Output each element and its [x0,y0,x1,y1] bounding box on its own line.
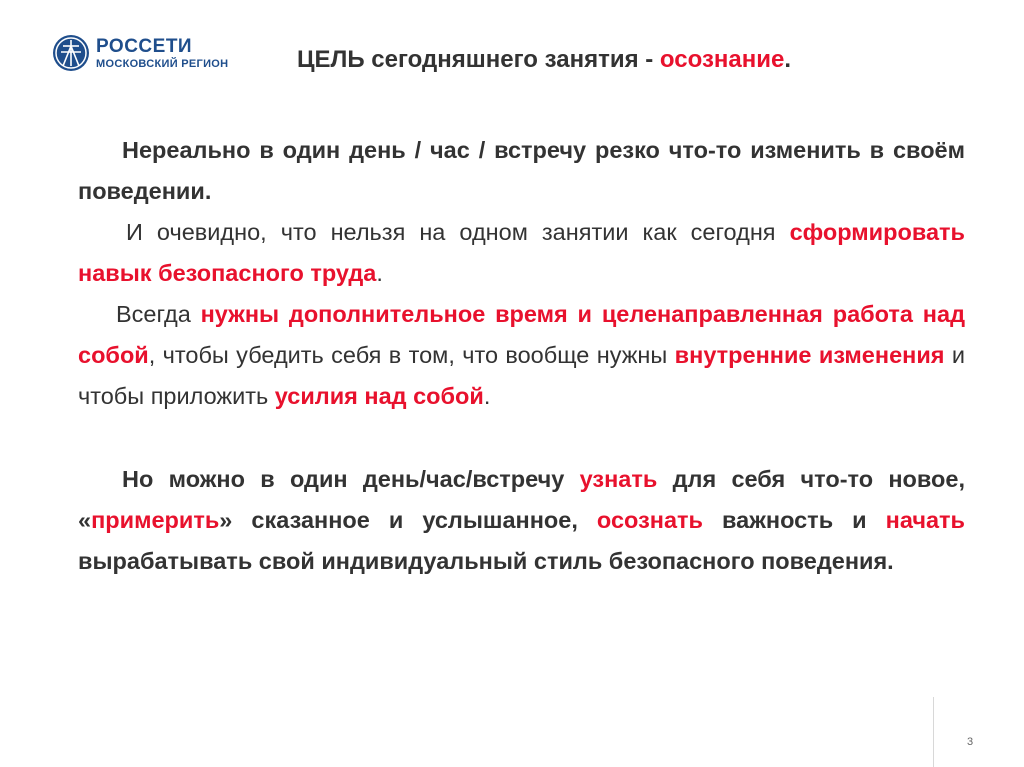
page-number: 3 [967,736,974,748]
p4-highlight-4: начать [885,507,966,533]
title-end: . [784,46,791,73]
p3-highlight-3: усилия над собой [274,383,484,409]
p4-text-e: » сказанное и услышанное, [219,507,597,533]
p3-highlight-1: нужны дополнительное время и целенаправленная работа над собой [78,301,965,368]
p3-highlight-2: внутренние изменения [674,342,945,368]
rosseti-emblem-icon [52,34,90,72]
p4-highlight-3: осознать [596,507,703,533]
paragraph-2 [78,212,965,294]
paragraph-1 [78,130,965,212]
p2-text-a: И очевидно, что нельзя на одном занятии как сегодня [126,219,790,245]
page-corner-divider [933,697,1024,767]
p3-text-e: и чтобы приложить [78,342,965,409]
p4-highlight-1: узнать [579,466,658,492]
paragraph-3 [78,294,965,417]
p4-text-c: для себя что-то новое, « [78,466,966,533]
p4-highlight-2: примерить [91,507,220,533]
p3-text-c: , чтобы убедить себя в том, что вообще нужны [148,342,675,368]
p4-text-i: вырабатывать свой индивидуальный стиль безопасного поведения. [78,548,894,574]
title-main: ЦЕЛЬ сегодняшнего занятия - [297,46,660,73]
p4-text-a: Но можно в один день/час/встречу [122,466,580,492]
p3-text-a: Всегда [116,301,201,327]
p4-text-g: важность и [702,507,886,533]
logo-name: РОССЕТИ [96,35,193,57]
logo-subtitle: МОСКОВСКИЙ РЕГИОН [96,57,229,70]
title-highlight: осознание [659,46,785,73]
slide-title [297,46,791,74]
p1-text: Нереально в один день / час / встречу резко что-то изменить в своём поведении. [78,137,965,204]
paragraph-4 [78,459,965,582]
p2-highlight: сформировать навык безопасного труда [78,219,965,286]
p2-text-c: . [376,260,383,286]
slide-body [78,130,965,582]
company-logo [52,34,228,72]
p3-text-g: . [483,383,491,409]
